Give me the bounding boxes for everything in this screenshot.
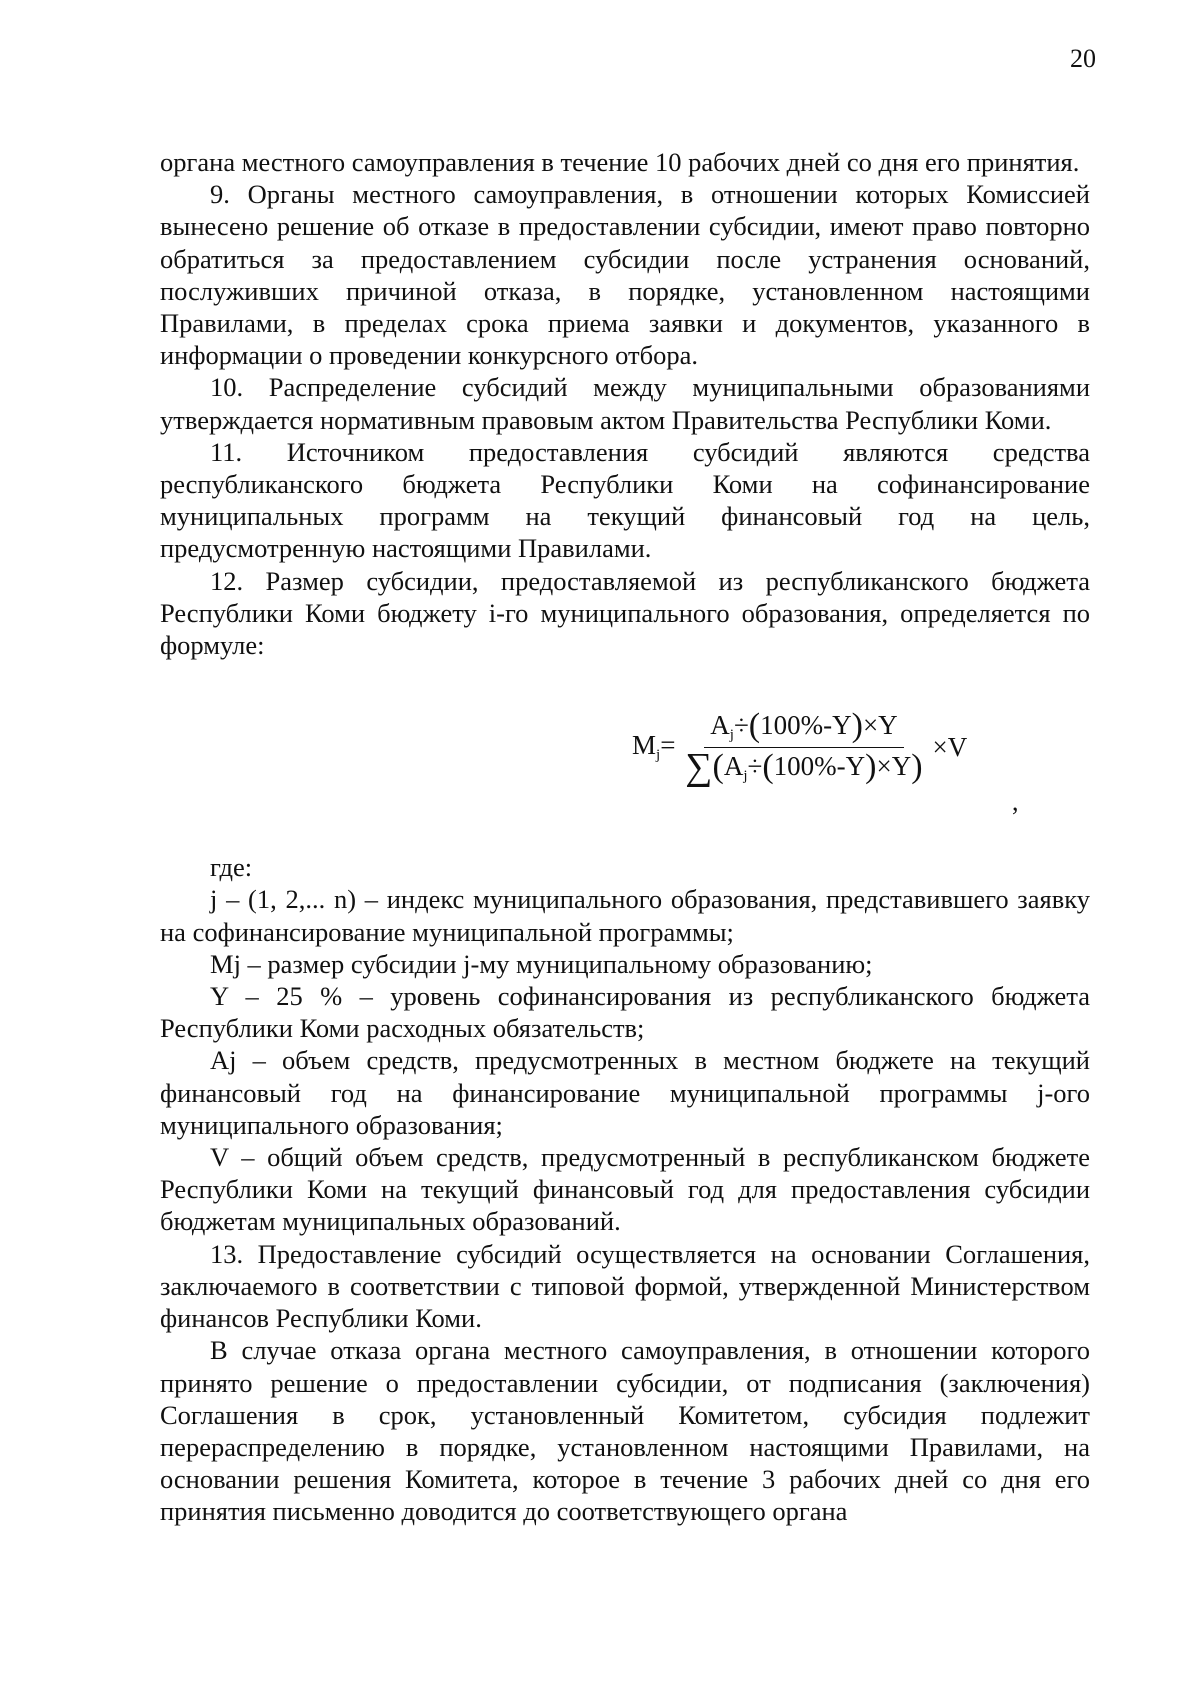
formula-denominator: $\sum(A_j\div(100\%-Y)\times Y)$ [685, 745, 923, 788]
formula-rhs: ×V [932, 731, 968, 762]
paragraph-12: 12. Размер субсидии, предоставляемой из республиканского бюджета Республики Коми бюджету i-го муниципального образования, определяется по формуле: [160, 565, 1090, 661]
paragraph-9: 9. Органы местного самоуправления, в отношении которых Комиссией вынесено решение об отказе в предоставлении субсидии, имеют право повторно обратиться за предоставлением субсидии после устранения оснований, послуживших причиной отказа, в порядке, установленном настоящими Правилами, в пределах срока приема заявки и документов, указанного в информации о проведении конкурсного отбора. [160, 179, 1090, 371]
sum-symbol: ∑ [685, 745, 713, 788]
paragraph-13: 13. Предоставление субсидий осуществляется на основании Соглашения, заключаемого в соответствии с типовой формой, утвержденной Министерством финансов Республики Коми. [160, 1238, 1090, 1334]
definition-aj: Aj – объем средств, предусмотренных в местном бюджете на текущий финансовый год на финансирование муниципальной программы j-ого муниципального образования; [160, 1045, 1090, 1140]
definition-j: j – (1, 2,... n) – индекс муниципального образования, представившего заявку на софинансирование муниципальной программы; [160, 884, 1090, 947]
formula-expression [632, 707, 967, 787]
paragraph-continuation: органа местного самоуправления в течение 10 рабочих дней со дня его принятия. [160, 147, 1080, 177]
definition-mj: Mj – размер субсидии j-му муниципальному образованию; [210, 948, 873, 979]
formula-numerator: $A_j\div(100\%-Y)\times Y$ [704, 710, 903, 748]
document-body [160, 146, 1090, 1528]
subsidy-formula [160, 661, 1090, 851]
where-label: где: [210, 852, 253, 883]
paragraph-10: 10. Распределение субсидий между муниципальными образованиями утверждается нормативным правовым актом Правительства Республики Коми. [160, 372, 1090, 435]
paragraph-11: 11. Источником предоставления субсидий являются средства республиканского бюджета Республики Коми на софинансирование муниципальных программ на текущий финансовый год на цель, предусмотренную настоящими Правилами. [160, 436, 1090, 564]
definition-v: V – общий объем средств, предусмотренный в республиканском бюджете Республики Коми на текущий финансовый год для предоставления субсидии бюджетам муниципальных образований. [160, 1142, 1090, 1237]
formula-fraction [679, 706, 928, 788]
page-number: 20 [1070, 44, 1096, 73]
paragraph-refusal: В случае отказа органа местного самоуправления, в отношении которого принято решение о предоставлении субсидии, от подписания (заключения) Соглашения в срок, установленный Комитетом, субсидия подлежит перераспределению в порядке, установленном настоящими Правилами, на основании решения Комитета, которое в течение 3 рабочих дней со дня его принятия письменно доводится до соответствующего органа [160, 1335, 1090, 1527]
definition-y: Y – 25 % – уровень софинансирования из республиканского бюджета Республики Коми расходных обязательств; [160, 981, 1090, 1044]
formula-lhs: $M_j=$ [632, 730, 676, 764]
formula-comma: , [1012, 787, 1019, 817]
